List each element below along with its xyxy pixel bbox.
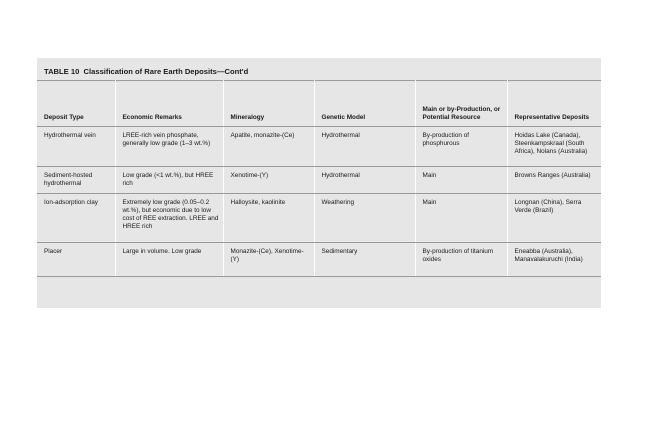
table-caption	[44, 67, 248, 76]
cell-representative-deposits: Longnan (China), Serra Verde (Brazil)	[507, 193, 601, 242]
header-resource-type: Main or by-Production, or Potential Resource	[415, 80, 507, 126]
cell-genetic-model: Hydrothermal	[314, 166, 415, 193]
cell-mineralogy: Apatite, monazite-(Ce)	[223, 126, 314, 166]
cell-economic-remarks: Large in volume. Low grade	[115, 242, 223, 276]
cell-deposit-type: Ion-adsorption clay	[37, 193, 115, 242]
table-row	[37, 193, 601, 242]
header-genetic-model: Genetic Model	[314, 80, 415, 126]
cell-mineralogy: Xenotime-(Y)	[223, 166, 314, 193]
header-row	[37, 80, 601, 126]
cell-resource-type: By-production of phosphurous	[415, 126, 507, 166]
cell-economic-remarks: LREE-rich vein phosphate, generally low grade (1–3 wt.%)	[115, 126, 223, 166]
table-title-bar	[37, 58, 601, 81]
cell-economic-remarks: Low grade (<1 wt.%), but HREE rich	[115, 166, 223, 193]
cell-deposit-type: Placer	[37, 242, 115, 276]
header-deposit-type: Deposit Type	[37, 80, 115, 126]
cell-mineralogy: Halloysite, kaolinite	[223, 193, 314, 242]
cell-deposit-type: Sediment-hosted hydrothermal	[37, 166, 115, 193]
cell-deposit-type: Hydrothermal vein	[37, 126, 115, 166]
cell-genetic-model: Weathering	[314, 193, 415, 242]
cell-resource-type: Main	[415, 166, 507, 193]
table-row	[37, 242, 601, 276]
cell-genetic-model: Hydrothermal	[314, 126, 415, 166]
data-table	[37, 80, 601, 277]
table-footer	[37, 296, 601, 308]
cell-representative-deposits: Eneabba (Australia), Manavalakuruchi (India)	[507, 242, 601, 276]
cell-mineralogy: Monazite-(Ce), Xenotime-(Y)	[223, 242, 314, 276]
cell-resource-type: Main	[415, 193, 507, 242]
table-row	[37, 126, 601, 166]
header-mineralogy: Mineralogy	[223, 80, 314, 126]
cell-economic-remarks: Extremely low grade (0.05–0.2 wt.%), but economic due to low cost of REE extraction. LREE and HREE rich	[115, 193, 223, 242]
header-economic-remarks: Economic Remarks	[115, 80, 223, 126]
cell-representative-deposits: Hoidas Lake (Canada), Steenkampskraal (South Africa), Nolans (Australia)	[507, 126, 601, 166]
rare-earth-deposits-table	[37, 58, 601, 308]
table-row	[37, 166, 601, 193]
table-number: TABLE 10	[44, 67, 80, 76]
cell-representative-deposits: Browns Ranges (Australia)	[507, 166, 601, 193]
cell-resource-type: By-production of titanium oxides	[415, 242, 507, 276]
cell-genetic-model: Sedimentary	[314, 242, 415, 276]
header-representative-deposits: Representative Deposits	[507, 80, 601, 126]
table-title: Classification of Rare Earth Deposits—Cont'd	[83, 67, 249, 76]
